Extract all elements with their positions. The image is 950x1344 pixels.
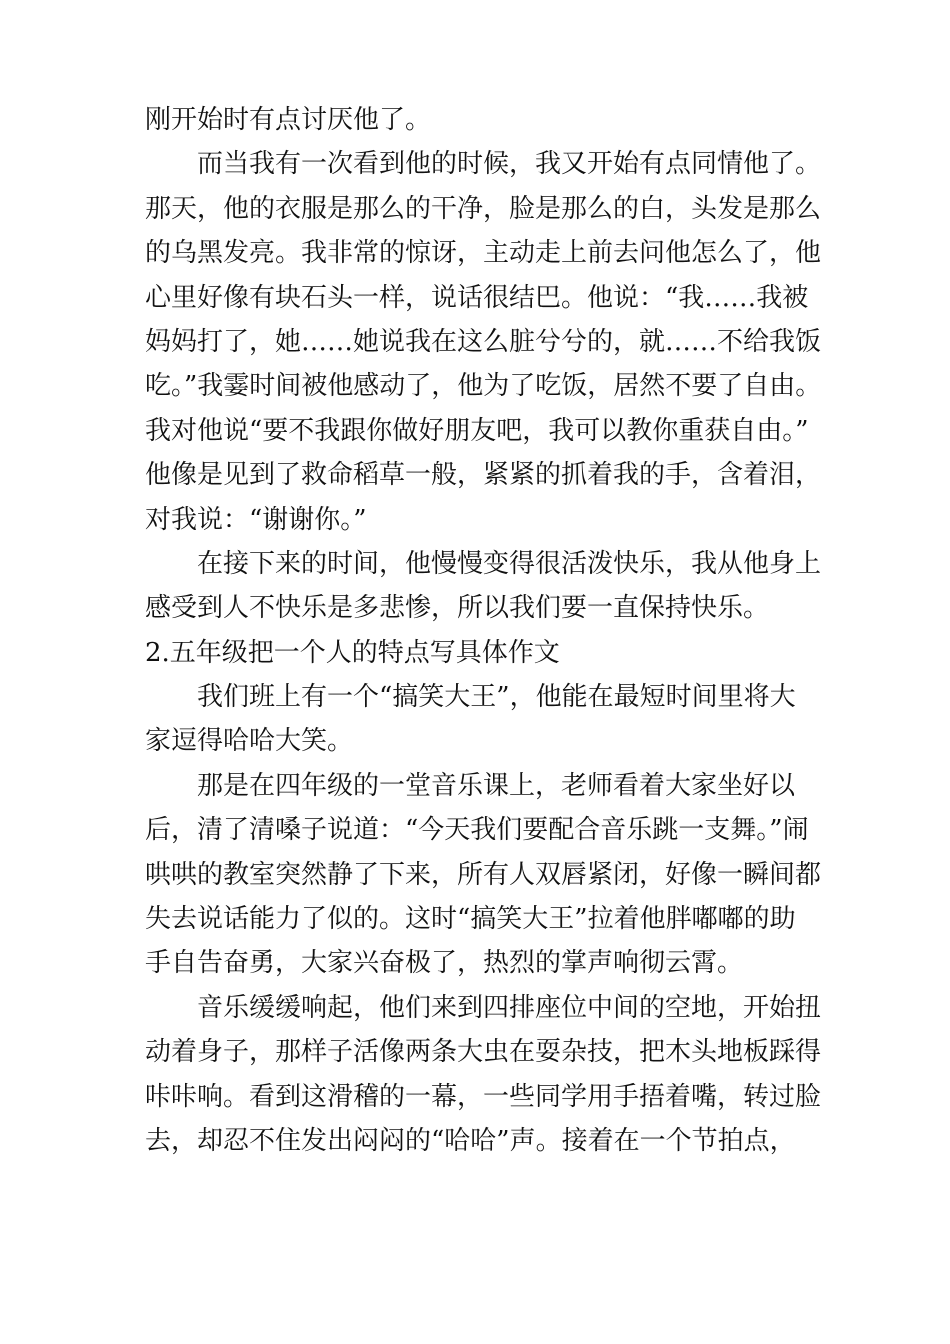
text-line: 去，却忍不住发出闷闷的“哈哈”声。接着在一个节拍点，	[145, 1125, 796, 1156]
text-line: 而当我有一次看到他的时候，我又开始有点同情他了。	[197, 149, 822, 180]
text-line: 那天，他的衣服是那么的干净，脸是那么的白，头发是那么	[145, 193, 822, 224]
text-line: 吃。”我霎时间被他感动了，他为了吃饭，居然不要了自由。	[145, 371, 822, 402]
text-line: 那是在四年级的一堂音乐课上，老师看着大家坐好以	[197, 770, 796, 801]
text-line: 心里好像有块石头一样，说话很结巴。他说：“我……我被	[145, 282, 809, 313]
text-line: 后，清了清嗓子说道：“今天我们要配合音乐跳一支舞。”闹	[145, 815, 809, 846]
text-line: 音乐缓缓响起，他们来到四排座位中间的空地，开始扭	[197, 992, 822, 1023]
text-line: 动着身子，那样子活像两条大虫在耍杂技，把木头地板踩得	[145, 1037, 822, 1068]
text-line: 2.五年级把一个人的特点写具体作文	[145, 637, 560, 668]
text-line: 我对他说“要不我跟你做好朋友吧，我可以教你重获自由。”	[145, 415, 809, 446]
text-line: 我们班上有一个“搞笑大王”，他能在最短时间里将大	[197, 682, 796, 713]
text-line: 失去说话能力了似的。这时“搞笑大王”拉着他胖嘟嘟的助	[145, 904, 796, 935]
text-line: 哄哄的教室突然静了下来，所有人双唇紧闭，好像一瞬间都	[145, 859, 822, 890]
text-line: 妈妈打了，她……她说我在这么脏兮兮的，就……不给我饭	[145, 326, 822, 357]
text-line: 感受到人不快乐是多悲惨，所以我们要一直保持快乐。	[145, 593, 770, 624]
text-line: 咔咔响。看到这滑稽的一幕，一些同学用手捂着嘴，转过脸	[145, 1081, 822, 1112]
text-line: 的乌黑发亮。我非常的惊讶，主动走上前去问他怎么了，他	[145, 238, 822, 269]
text-line: 他像是见到了救命稻草一般，紧紧的抓着我的手，含着泪，	[145, 460, 822, 491]
essay-text	[145, 98, 825, 1163]
text-line: 手自告奋勇，大家兴奋极了，热烈的掌声响彻云霄。	[145, 948, 744, 979]
text-line: 刚开始时有点讨厌他了。	[145, 105, 432, 135]
text-line: 对我说：“谢谢你。”	[145, 504, 367, 535]
text-line: 在接下来的时间，他慢慢变得很活泼快乐，我从他身上	[197, 548, 822, 579]
text-line: 家逗得哈哈大笑。	[145, 726, 354, 757]
